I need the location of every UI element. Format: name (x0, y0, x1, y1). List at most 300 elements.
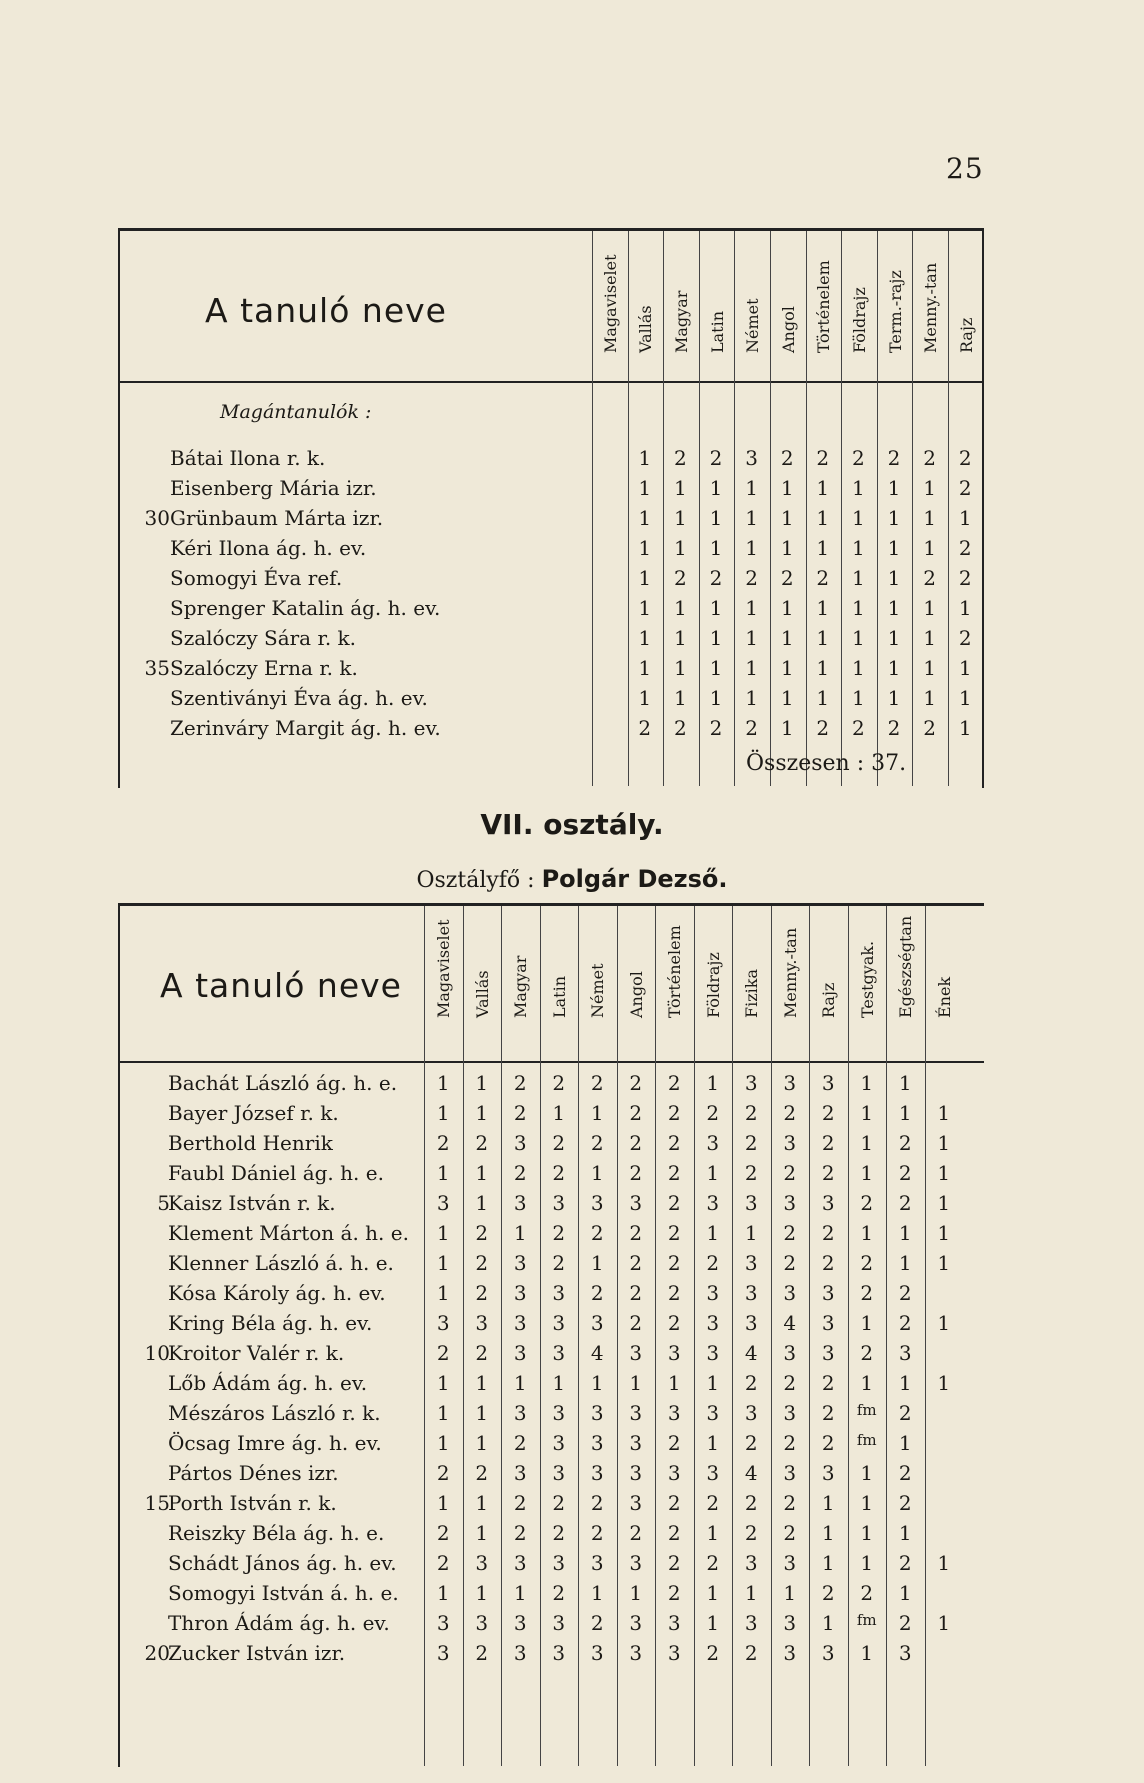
grade-cell: 1 (923, 476, 936, 500)
t2-column-header: Latin (549, 975, 569, 1018)
grade-cell: 2 (629, 1281, 643, 1305)
grade-cell: 2 (475, 1251, 489, 1275)
grade-cell: 2 (475, 1341, 489, 1365)
grade-cell: 3 (783, 1461, 797, 1485)
grade-cell: 2 (744, 1491, 758, 1515)
grade-cell: 1 (821, 1521, 835, 1545)
grade-cell: 2 (860, 1341, 874, 1365)
grade-cell: 1 (709, 626, 723, 650)
grade-cell: 2 (638, 716, 652, 740)
student-name: Bayer József r. k. (168, 1101, 339, 1125)
grade-cell: 3 (667, 1341, 681, 1365)
table-row (120, 1401, 980, 1431)
grade-cell: 2 (783, 1221, 797, 1245)
row-number: 20 (144, 1641, 170, 1665)
student-name: Bátai Ilona r. k. (170, 446, 326, 470)
grade-cell: 3 (667, 1461, 681, 1485)
grade-cell: 2 (590, 1611, 604, 1635)
grade-cell: 1 (436, 1221, 450, 1245)
student-name: Reiszky Béla ág. h. e. (168, 1521, 385, 1545)
grade-cell: 2 (590, 1521, 604, 1545)
grade-cell: 1 (937, 1611, 951, 1635)
grade-cell: 1 (780, 656, 794, 680)
table-row (120, 686, 980, 716)
student-name: Eisenberg Mária izr. (170, 476, 377, 500)
grade-cell: 1 (780, 536, 794, 560)
grade-cell: 1 (860, 1491, 874, 1515)
grade-cell: 2 (783, 1251, 797, 1275)
grade-cell: 1 (706, 1431, 720, 1455)
student-name: Kósa Károly ág. h. ev. (168, 1281, 386, 1305)
grade-cell: 3 (667, 1611, 681, 1635)
grade-cell: 1 (629, 1581, 643, 1605)
grade-cell: 1 (887, 506, 901, 530)
table-row (120, 1641, 980, 1671)
grade-cell: 2 (552, 1251, 566, 1275)
row-number: 5 (157, 1191, 170, 1215)
grade-cell: 2 (552, 1071, 566, 1095)
grade-cell: 3 (629, 1611, 643, 1635)
grade-cell: 2 (674, 566, 687, 590)
grade-cell: 1 (552, 1371, 566, 1395)
grade-cell: 4 (590, 1341, 604, 1365)
grade-cell: 1 (937, 1551, 951, 1575)
grade-cell: 3 (552, 1401, 566, 1425)
student-name: Kroitor Valér r. k. (168, 1341, 345, 1365)
grade-cell: 1 (706, 1071, 720, 1095)
grade-cell: 1 (923, 536, 936, 560)
grade-cell: 1 (706, 1221, 720, 1245)
grade-cell: 2 (475, 1131, 489, 1155)
table-row (120, 716, 980, 746)
grade-cell: 1 (590, 1581, 604, 1605)
grade-cell: 2 (745, 566, 758, 590)
table-row (120, 536, 980, 566)
t2-column-header: Ének (934, 976, 954, 1018)
grade-cell: 2 (590, 1131, 604, 1155)
grade-cell: 2 (821, 1161, 835, 1185)
grade-cell: 2 (667, 1221, 681, 1245)
grade-cell: 1 (898, 1371, 912, 1395)
grade-cell: 2 (513, 1431, 527, 1455)
grade-cell: 2 (816, 566, 830, 590)
grade-cell: 2 (958, 566, 972, 590)
grade-cell: 2 (744, 1431, 758, 1455)
student-name: Szalóczy Sára r. k. (170, 626, 357, 650)
t1-column-header: Magaviselet (600, 254, 620, 353)
grade-cell: 1 (638, 686, 652, 710)
grade-cell: 1 (780, 686, 794, 710)
grade-cell: 2 (783, 1491, 797, 1515)
grade-cell: 2 (821, 1221, 835, 1245)
table-row (120, 1611, 980, 1641)
grade-cell: 1 (475, 1521, 489, 1545)
grade-cell: 1 (475, 1161, 489, 1185)
grade-cell: 3 (590, 1641, 604, 1665)
grade-cell: 2 (706, 1551, 720, 1575)
t2-column-header: Testgyak. (857, 940, 877, 1018)
t2-column-header: Földrajz (703, 952, 723, 1018)
t2-column-header: Menny.-tan (780, 927, 800, 1018)
grade-cell: 1 (898, 1431, 912, 1455)
grade-cell: 3 (706, 1131, 720, 1155)
grade-cell: 2 (552, 1161, 566, 1185)
student-name: Zucker István izr. (168, 1641, 346, 1665)
t1-column-header: Latin (707, 310, 727, 353)
grade-cell: 2 (436, 1461, 450, 1485)
grade-cell: 1 (745, 626, 758, 650)
t2-column-header: Vallás (472, 970, 492, 1018)
grade-cell: 2 (783, 1161, 797, 1185)
grade-cell: 1 (436, 1101, 450, 1125)
grade-cell: 1 (937, 1191, 951, 1215)
grade-cell: 2 (821, 1131, 835, 1155)
grade-cell: 1 (709, 536, 723, 560)
grade-cell: 1 (475, 1431, 489, 1455)
t2-column-header: Fizika (742, 969, 762, 1018)
grade-cell: 2 (821, 1581, 835, 1605)
grade-cell: 1 (887, 536, 901, 560)
grade-cell: 3 (513, 1311, 527, 1335)
grade-cell: 1 (898, 1071, 912, 1095)
grade-cell: 1 (706, 1581, 720, 1605)
grade-cell: 1 (674, 686, 687, 710)
student-name: Lőb Ádám ág. h. ev. (168, 1371, 368, 1395)
grade-cell: 1 (638, 596, 652, 620)
grade-cell: 4 (744, 1341, 758, 1365)
grade-cell: 1 (475, 1101, 489, 1125)
t1-column-header: Angol (778, 306, 798, 353)
grade-cell: 3 (436, 1191, 450, 1215)
grade-cell: 2 (475, 1641, 489, 1665)
grade-cell: 1 (590, 1251, 604, 1275)
table-row (120, 1431, 980, 1461)
grade-cell: 3 (513, 1131, 527, 1155)
grade-cell: 3 (744, 1551, 758, 1575)
grade-cell: 1 (887, 656, 901, 680)
grade-cell: 3 (745, 446, 758, 470)
grade-cell: 3 (513, 1641, 527, 1665)
grade-cell: 2 (436, 1131, 450, 1155)
grade-cell: 1 (816, 506, 830, 530)
grade-cell: 1 (745, 536, 758, 560)
table-row (120, 566, 980, 596)
grade-cell: 2 (923, 716, 936, 740)
grade-cell: 2 (898, 1311, 912, 1335)
grade-cell: 1 (475, 1371, 489, 1395)
grade-cell: 1 (816, 686, 830, 710)
t1-column-header: Menny.-tan (921, 262, 941, 353)
grade-cell: 3 (436, 1311, 450, 1335)
grade-cell: 1 (745, 656, 758, 680)
grade-cell: 1 (475, 1191, 489, 1215)
grade-cell: 1 (475, 1401, 489, 1425)
grade-cell: 1 (923, 506, 936, 530)
grade-cell: 1 (709, 506, 723, 530)
grade-cell: 2 (783, 1521, 797, 1545)
grade-cell: 2 (667, 1131, 681, 1155)
grade-cell: 1 (745, 476, 758, 500)
grade-cell: 2 (898, 1401, 912, 1425)
grade-cell: 4 (744, 1461, 758, 1485)
grade-cell: 2 (475, 1281, 489, 1305)
grade-cell: 2 (629, 1161, 643, 1185)
grade-cell: 2 (780, 566, 794, 590)
class-head-label: Osztályfő : (416, 868, 535, 893)
table-row (120, 626, 980, 656)
grade-cell: 1 (780, 626, 794, 650)
grade-cell: 2 (629, 1311, 643, 1335)
grade-cell: 3 (552, 1461, 566, 1485)
t1-column-header: Term.-rajz (885, 270, 905, 353)
grade-cell: 3 (552, 1311, 566, 1335)
grade-cell: 1 (638, 566, 652, 590)
grade-cell: 1 (887, 476, 901, 500)
table-row (120, 1461, 980, 1491)
grade-cell: 1 (898, 1251, 912, 1275)
grade-cell: 1 (745, 686, 758, 710)
grade-cell: 2 (629, 1071, 643, 1095)
grade-cell: 1 (887, 626, 901, 650)
table-row (120, 1341, 980, 1371)
grade-cell: 2 (744, 1641, 758, 1665)
grade-cell: 3 (629, 1401, 643, 1425)
grade-cell: 3 (513, 1191, 527, 1215)
grade-cell: 2 (744, 1371, 758, 1395)
grade-cell: 1 (590, 1161, 604, 1185)
grade-cell: 2 (667, 1101, 681, 1125)
grade-cell: 3 (475, 1611, 489, 1635)
grade-cell: 3 (552, 1611, 566, 1635)
grade-cell: 1 (860, 1161, 874, 1185)
page-number: 25 (946, 152, 984, 185)
grade-cell: 1 (852, 686, 865, 710)
grade-cell: 1 (674, 656, 687, 680)
grade-cell: 3 (513, 1401, 527, 1425)
grade-cell: 2 (852, 446, 865, 470)
grade-cell: 3 (552, 1431, 566, 1455)
grade-cell: 1 (674, 536, 687, 560)
grade-cell: 1 (706, 1521, 720, 1545)
table-row (120, 1371, 980, 1401)
grade-cell: 2 (667, 1251, 681, 1275)
t2-column-header: Angol (626, 971, 646, 1018)
table-row (120, 1521, 980, 1551)
grade-cell: 2 (674, 446, 687, 470)
grade-cell: 1 (937, 1131, 951, 1155)
grade-cell: 2 (590, 1221, 604, 1245)
grade-cell: fm (856, 1431, 877, 1449)
student-name: Klement Márton á. h. e. (168, 1221, 409, 1245)
grade-cell: 3 (667, 1641, 681, 1665)
grade-cell: 3 (629, 1191, 643, 1215)
grade-cell: 2 (475, 1221, 489, 1245)
grade-cell: 3 (783, 1131, 797, 1155)
grade-cell: 2 (898, 1491, 912, 1515)
t1-column-header: Vallás (636, 305, 656, 353)
table1-header-separator (120, 381, 982, 383)
grade-cell: 3 (783, 1401, 797, 1425)
grade-cell: 3 (783, 1641, 797, 1665)
student-name: Zerinváry Margit ág. h. ev. (170, 716, 441, 740)
grade-cell: 3 (706, 1401, 720, 1425)
grade-cell: 1 (436, 1281, 450, 1305)
grade-cell: 2 (706, 1251, 720, 1275)
grade-cell: 1 (780, 506, 794, 530)
grade-cell: 1 (475, 1071, 489, 1095)
grade-cell: 2 (816, 446, 830, 470)
t2-column-header: Magaviselet (434, 919, 454, 1018)
grade-cell: 2 (958, 626, 972, 650)
grade-cell: 2 (898, 1191, 912, 1215)
grade-cell: 2 (923, 446, 936, 470)
grade-cell: 2 (436, 1551, 450, 1575)
grade-cell: 2 (629, 1131, 643, 1155)
table-row (120, 1311, 980, 1341)
grade-cell: 1 (887, 566, 901, 590)
grade-cell: 3 (667, 1401, 681, 1425)
t2-column-header: Rajz (819, 982, 839, 1018)
grade-cell: 2 (706, 1101, 720, 1125)
grade-cell: 2 (744, 1521, 758, 1545)
grade-cell: 2 (709, 716, 723, 740)
grade-cell: 1 (860, 1131, 874, 1155)
grade-cell: 3 (821, 1191, 835, 1215)
grade-cell: 2 (590, 1491, 604, 1515)
grade-cell: 1 (937, 1311, 951, 1335)
grade-cell: 3 (590, 1551, 604, 1575)
grade-cell: 3 (821, 1281, 835, 1305)
grade-cell: 3 (513, 1551, 527, 1575)
grade-cell: 2 (783, 1431, 797, 1455)
table-row (120, 1581, 980, 1611)
grade-cell: 2 (887, 446, 901, 470)
grade-cell: 2 (958, 536, 972, 560)
grade-cell: 1 (638, 506, 652, 530)
grade-cell: 1 (937, 1101, 951, 1125)
grade-cell: 1 (436, 1161, 450, 1185)
row-number: 15 (144, 1491, 170, 1515)
grade-cell: 1 (638, 476, 652, 500)
t2-column-header: Történelem (665, 925, 685, 1018)
grade-cell: 2 (552, 1581, 566, 1605)
student-name: Kaisz István r. k. (168, 1191, 336, 1215)
grade-cell: fm (856, 1611, 877, 1629)
table-row (120, 1161, 980, 1191)
student-name: Szalóczy Erna r. k. (170, 656, 358, 680)
student-name: Pártos Dénes izr. (168, 1461, 339, 1485)
grade-cell: 3 (898, 1641, 912, 1665)
grade-cell: 3 (783, 1071, 797, 1095)
grade-cell: 2 (744, 1101, 758, 1125)
private-students-grade-table (118, 228, 984, 788)
t1-column-header: Történelem (814, 260, 834, 353)
grade-cell: 2 (513, 1161, 527, 1185)
grade-cell: 3 (744, 1191, 758, 1215)
grade-cell: 3 (898, 1341, 912, 1365)
grade-cell: 3 (821, 1641, 835, 1665)
grade-cell: 3 (744, 1611, 758, 1635)
grade-cell: 3 (513, 1251, 527, 1275)
grade-cell: 1 (852, 476, 865, 500)
t1-column-header: Német (743, 298, 763, 353)
grade-cell: 1 (852, 506, 865, 530)
grade-cell: 1 (436, 1251, 450, 1275)
student-name: Thron Ádám ág. h. ev. (168, 1611, 390, 1635)
grade-cell: 1 (816, 656, 830, 680)
table-row (120, 1101, 980, 1131)
student-name: Kring Béla ág. h. ev. (168, 1311, 373, 1335)
grade-cell: 1 (436, 1431, 450, 1455)
grade-cell: 1 (709, 476, 723, 500)
grade-cell: 2 (706, 1491, 720, 1515)
table-row (120, 446, 980, 476)
grade-cell: 2 (436, 1341, 450, 1365)
table-row (120, 1221, 980, 1251)
table-row (120, 1551, 980, 1581)
grade-cell: 3 (552, 1281, 566, 1305)
grade-cell: 1 (887, 596, 901, 620)
grade-cell: 3 (783, 1191, 797, 1215)
grade-cell: 3 (629, 1431, 643, 1455)
grade-cell: 2 (590, 1281, 604, 1305)
grade-cell: 1 (638, 626, 652, 650)
class-title: VII. osztály. (480, 808, 664, 841)
grade-cell: 1 (816, 476, 830, 500)
grade-cell: 1 (860, 1461, 874, 1485)
grade-cell: 1 (898, 1581, 912, 1605)
grade-cell: 2 (667, 1491, 681, 1515)
grade-cell: 1 (638, 656, 652, 680)
grade-cell: 3 (513, 1461, 527, 1485)
grade-cell: 1 (590, 1371, 604, 1395)
grade-cell: 3 (436, 1641, 450, 1665)
grade-cell: 1 (667, 1371, 681, 1395)
grade-cell: 1 (860, 1551, 874, 1575)
grade-cell: 1 (706, 1611, 720, 1635)
table-row (120, 596, 980, 626)
grade-cell: 2 (709, 446, 723, 470)
grade-cell: 1 (638, 536, 652, 560)
grade-cell: 1 (744, 1581, 758, 1605)
grade-cell: 1 (937, 1251, 951, 1275)
grade-cell: 1 (860, 1311, 874, 1335)
grade-cell: 2 (513, 1521, 527, 1545)
t2-column-header: Egészségtan (896, 915, 916, 1018)
grade-cell: 1 (937, 1161, 951, 1185)
class-head-line (0, 865, 1144, 893)
grade-cell: 1 (436, 1581, 450, 1605)
grade-cell: 1 (923, 596, 936, 620)
grade-cell: 2 (744, 1161, 758, 1185)
student-name: Berthold Henrik (168, 1131, 333, 1155)
grade-cell: 3 (821, 1311, 835, 1335)
grade-cell: 3 (629, 1461, 643, 1485)
table2-header-separator (120, 1061, 984, 1063)
grade-cell: 3 (475, 1551, 489, 1575)
student-name: Kéri Ilona ág. h. ev. (170, 536, 367, 560)
grade-cell: 3 (590, 1311, 604, 1335)
grade-cell: 1 (852, 626, 865, 650)
grade-cell: 2 (887, 716, 901, 740)
grade-cell: 2 (745, 716, 758, 740)
grade-cell: 3 (629, 1641, 643, 1665)
grade-cell: 1 (436, 1371, 450, 1395)
grade-cell: 1 (706, 1371, 720, 1395)
grade-cell: 2 (590, 1071, 604, 1095)
grade-cell: 2 (821, 1431, 835, 1455)
grade-cell: 2 (852, 716, 865, 740)
